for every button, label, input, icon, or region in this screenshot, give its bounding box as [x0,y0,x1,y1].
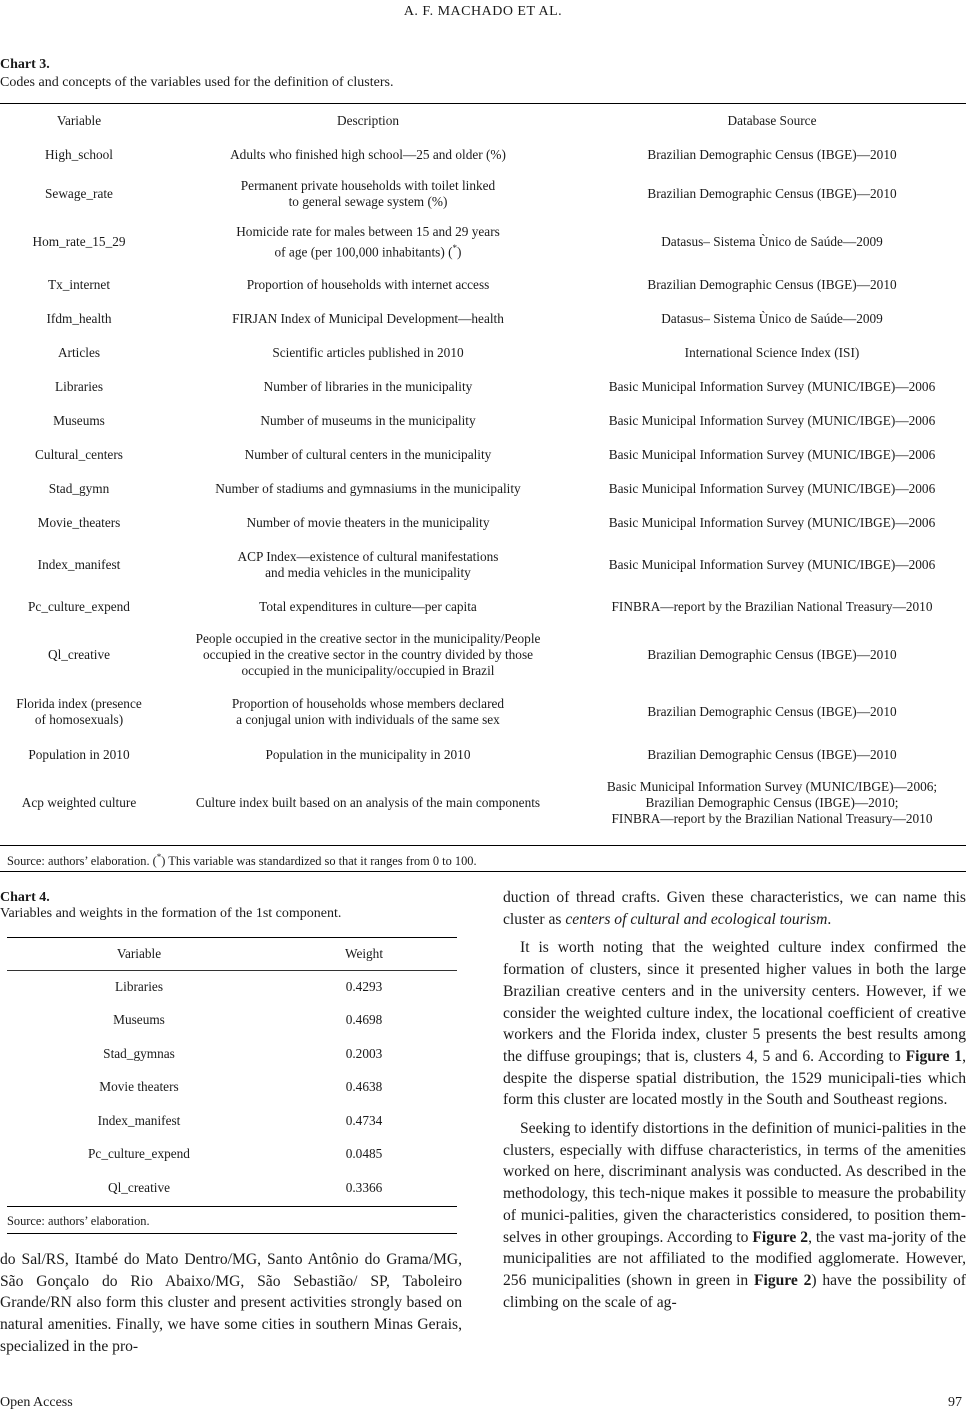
chart3-row [0,472,966,506]
chart3-header-variable: Variable [56,113,102,128]
chart3-cell-variable: Florida index (presence of homosexuals) [16,696,142,727]
chart4-caption: Variables and weights in the formation of the 1st component. [0,906,342,921]
running-head: A. F. MACHADO ET AL. [403,4,563,19]
chart3-cell-description: Adults who finished high school—25 and older (%) [230,147,506,162]
chart3-cell-variable: Index_manifest [37,557,121,572]
chart3-cell-variable: Articles [57,345,101,360]
chart3-cell-variable: Ql_creative [47,647,111,662]
chart4-cell-weight: 0.4638 [345,1079,383,1095]
chart4-cell-variable: Movie theaters [99,1079,179,1095]
chart3-cell-variable: Hom_rate_15_29 [32,234,126,249]
chart4-row [7,970,457,1004]
chart3-row [0,172,966,216]
chart4-cell-variable: Pc_culture_expend [88,1146,190,1162]
chart3-cell-description: Proportion of households whose members declared a conjugal union with individuals of the same sex [231,696,505,727]
chart3-cell-description: ACP Index—existence of cultural manifestations and media vehicles in the municipality [237,549,499,580]
right-column-text [503,887,966,1313]
chart3-cell-variable: Pc_culture_expend [28,599,130,614]
chart3-cell-variable: Stad_gymn [48,481,110,496]
chart3-row [0,336,966,370]
chart3-row [0,302,966,336]
chart3-header-description: Description [336,113,400,128]
chart3-cell-description: Number of movie theaters in the municipality [246,515,490,530]
chart4-label: Chart 4. [0,890,50,905]
chart3-cell-source: Basic Municipal Information Survey (MUNIC/IBGE)—2006; Brazilian Demographic Census (IBGE)—2010; FINBRA—report by the Brazilian National Treasury—2010 [606,779,938,826]
chart3-end-rule [0,871,966,872]
chart3-cell-description: Number of cultural centers in the municipality [244,447,492,462]
chart3-caption: Codes and concepts of the variables used for the definition of clusters. [0,75,394,90]
chart3-cell-source: Basic Municipal Information Survey (MUNIC/IBGE)—2006 [608,413,936,428]
chart3-cell-description: Population in the municipality in 2010 [265,747,471,762]
chart3-cell-description: Proportion of households with internet access [246,277,490,292]
chart3-cell-variable: Libraries [55,379,103,394]
chart3-row [0,268,966,302]
chart3-cell-variable: Tx_internet [47,277,111,292]
chart3-cell-source: Basic Municipal Information Survey (MUNIC/IBGE)—2006 [608,557,936,572]
chart3-header-row [0,104,966,138]
chart3-cell-description: Culture index built based on an analysis of the main components [195,795,541,810]
chart3-cell-variable: Movie_theaters [37,515,121,530]
chart3-cell-source: Datasus– Sistema Ùnico de Saúde—2009 [661,234,883,249]
right-paragraph-2: It is worth noting that the weighted culture index confirmed the formation of clusters, since it presented higher values in both the large Brazilian creative centers and in the university centers. However, if we consider the weighted culture index, the locational coefficient of creative workers and the Florida index, cluster 5 presents the best results among the diffuse groupings; that is, clusters 4, 5 and 6. According to Figure 1, despite the disperse spatial distribution, the 1529 municipali-ties which form this cluster are located mostly in the South and Southeast regions. [503,939,966,1109]
chart3-cell-variable: Acp weighted culture [21,795,137,810]
chart3-cell-variable: Population in 2010 [28,747,130,762]
chart4-cell-weight: 0.3366 [345,1179,383,1195]
chart3-row [0,370,966,404]
chart4-cell-variable: Stad_gymnas [103,1045,175,1061]
chart3-row [0,686,966,738]
chart3-cell-variable: Museums [53,413,105,428]
chart3-cell-description: Number of stadiums and gymnasiums in the municipality [215,481,521,496]
chart3-cell-source: Brazilian Demographic Census (IBGE)—2010 [647,647,897,662]
chart3-cell-source: Brazilian Demographic Census (IBGE)—2010 [647,704,897,719]
chart3-label: Chart 3. [0,57,50,72]
chart4-source-note: Source: authors’ elaboration. [7,1214,150,1228]
chart3-cell-source: FINBRA—report by the Brazilian National Treasury—2010 [611,599,933,614]
chart3-cell-source: Basic Municipal Information Survey (MUNIC/IBGE)—2006 [608,515,936,530]
chart3-cell-source: Basic Municipal Information Survey (MUNIC/IBGE)—2006 [608,379,936,394]
chart3-row [0,738,966,772]
chart4-cell-weight: 0.4698 [345,1012,383,1028]
chart4-header-weight: Weight [344,946,384,961]
chart3-row [0,404,966,438]
chart3-cell-description: Homicide rate for males between 15 and 29 years of age (per 100,000 inhabitants) (*) [236,223,500,260]
chart4-cell-variable: Index_manifest [97,1112,181,1128]
chart3-cell-source: Brazilian Demographic Census (IBGE)—2010 [647,277,897,292]
chart3-row [0,506,966,540]
left-column-paragraph: do Sal/RS, Itambé do Mato Dentro/MG, Santo Antônio do Grama/MG, São Gonçalo do Rio Abaixo/MG, São Sebastião/ SP, Taboleiro Grande/RN also form this cluster and present activities strongly based on natural amenities. Finally, we have some cities in southern Minas Gerais, specialized in the pro- [0,1251,462,1355]
chart3-cell-source: Datasus– Sistema Ùnico de Saúde—2009 [661,311,883,326]
chart3-row [0,590,966,624]
chart4-table [7,938,457,1205]
chart4-header-rule [7,970,457,971]
chart3-row [0,138,966,172]
chart3-bottom-rule [0,845,966,846]
chart4-header-variable: Variable [116,946,162,961]
chart3-cell-source: Brazilian Demographic Census (IBGE)—2010 [647,147,897,162]
chart3-row [0,624,966,686]
chart4-row [7,1037,457,1071]
chart3-cell-variable: Sewage_rate [45,186,113,201]
chart3-cell-source: International Science Index (ISI) [684,345,860,360]
chart4-header-row [7,938,457,970]
chart3-cell-variable: Cultural_centers [35,447,123,462]
chart3-table [0,104,966,834]
chart3-cell-source: Basic Municipal Information Survey (MUNIC/IBGE)—2006 [608,447,936,462]
footer-page-number: 97 [948,1395,962,1410]
chart4-cell-weight: 0.2003 [345,1045,383,1061]
chart4-row [7,1104,457,1138]
chart3-cell-source: Basic Municipal Information Survey (MUNIC/IBGE)—2006 [608,481,936,496]
chart3-cell-source: Brazilian Demographic Census (IBGE)—2010 [647,747,897,762]
chart3-cell-description: Permanent private households with toilet linked to general sewage system (%) [240,178,496,209]
chart4-cell-variable: Ql_creative [107,1179,171,1195]
chart3-source-note: Source: authors’ elaboration. (*) This variable was standardized so that it ranges from 0 to 100. [7,852,477,869]
chart3-cell-description: Number of libraries in the municipality [263,379,473,394]
chart3-cell-description: FIRJAN Index of Municipal Development—health [232,311,504,326]
chart4-row [7,1071,457,1105]
chart4-row [7,1004,457,1038]
chart3-cell-variable: High_school [45,147,113,162]
right-paragraph-1: duction of thread crafts. Given these characteristics, we can name this cluster as centers of cultural and ecological tourism. [503,889,966,928]
chart4-end-rule [7,1233,457,1234]
chart3-cell-description: Total expenditures in culture—per capita [259,599,477,614]
chart3-cell-description: People occupied in the creative sector in the municipality/People occupied in the creative sector in the country divided by those occupied in the municipality/occupied in Brazil [195,631,541,678]
chart4-cell-weight: 0.0485 [345,1146,383,1162]
chart3-cell-variable: Ifdm_health [46,311,112,326]
chart3-cell-description: Number of museums in the municipality [260,413,476,428]
chart3-cell-source: Brazilian Demographic Census (IBGE)—2010 [647,186,897,201]
chart3-row [0,438,966,472]
chart4-cell-weight: 0.4734 [345,1112,383,1128]
chart3-header-source: Database Source [727,113,817,128]
chart4-bottom-rule [7,1206,457,1207]
chart3-cell-description: Scientific articles published in 2010 [272,345,464,360]
chart4-cell-variable: Libraries [115,978,163,994]
chart4-row [7,1138,457,1172]
right-paragraph-3: Seeking to identify distortions in the definition of munici-palities in the clusters, especially with diffuse characteristics, in terms of the amenities worked on here, discriminant analysis was conducted. As described in the methodology, this tech-nique makes it possible to measure the probability of munici-palities, given the characteristics considered, to position them-selves in other groupings. According to Figure 2, the vast ma-jority of the municipalities are not affiliated to the modified agglomerate. However, 256 municipalities (shown in green in Figure 2) have the possibility of climbing on the scale of ag- [503,1120,966,1311]
chart4-row [7,1171,457,1205]
footer-open-access: Open Access [0,1395,73,1410]
chart3-row [0,772,966,834]
chart4-cell-weight: 0.4293 [345,978,383,994]
chart3-row [0,216,966,268]
chart4-cell-variable: Museums [113,1012,165,1028]
chart3-row [0,540,966,590]
